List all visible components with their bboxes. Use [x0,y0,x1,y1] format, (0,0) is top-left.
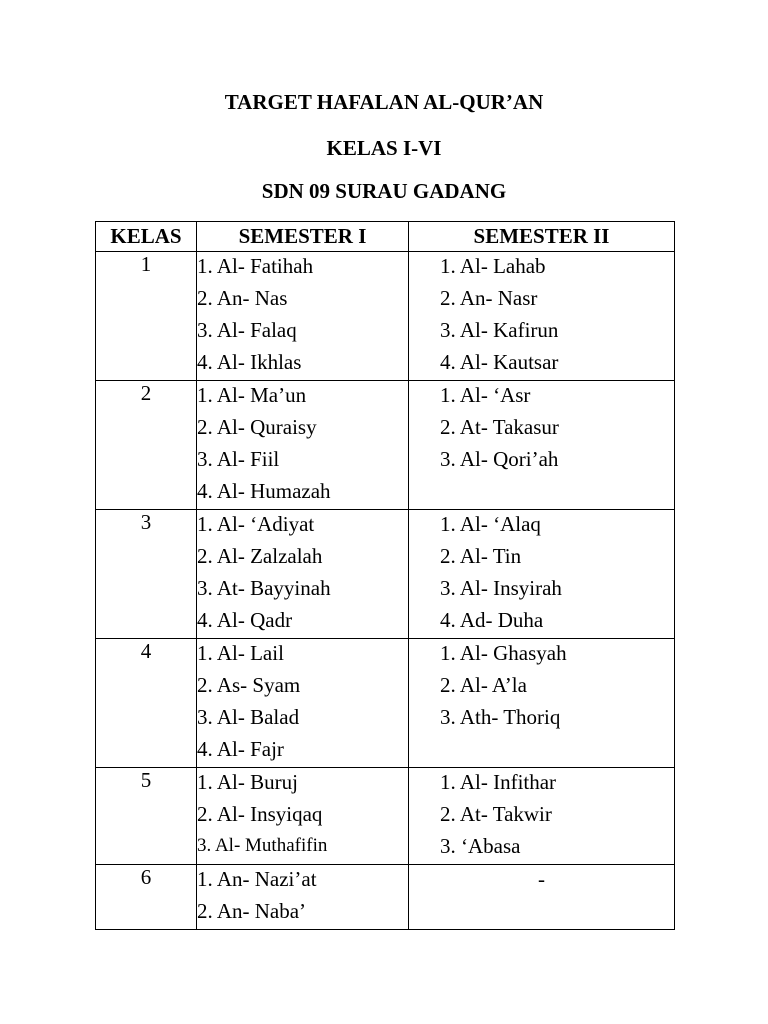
header-semester-1: SEMESTER I [197,222,409,252]
table-header-row [96,222,675,252]
page-title: TARGET HAFALAN AL-QUR’AN [224,90,544,114]
surah-item: 1. Al- Lail [197,641,284,665]
surah-item: 2. An- Nas [197,286,288,310]
surah-item: 2. Al- Quraisy [197,415,317,439]
surah-item: 4. Al- Kautsar [440,350,559,374]
semester-1-cell [197,381,409,510]
school-name: SDN 09 SURAU GADANG [261,179,507,203]
surah-item: 1. An- Nazi’at [197,867,317,891]
semester-2-cell [409,252,675,381]
kelas-cell: 1 [96,252,197,381]
semester-1-cell [197,252,409,381]
surah-item: 3. Ath- Thoriq [440,705,561,729]
surah-item: 4. Al- Humazah [197,479,331,503]
semester-2-cell [409,510,675,639]
semester-1-cell [197,768,409,865]
class-range-subtitle: KELAS I-VI [326,136,442,160]
surah-item: 4. Al- Qadr [197,608,293,632]
surah-item: 3. At- Bayyinah [197,576,331,600]
surah-item: 2. Al- A’la [440,673,527,697]
header-kelas: KELAS [96,222,197,252]
surah-item: 1. Al- Fatihah [197,254,314,278]
surah-item: 4. Al- Ikhlas [197,350,302,374]
semester-1-cell [197,865,409,930]
table-row [96,865,675,930]
semester-1-cell [197,639,409,768]
surah-item: 2. Al- Insyiqaq [197,802,323,826]
table-row [96,639,675,768]
surah-item: 4. Ad- Duha [440,608,544,632]
kelas-cell: 2 [96,381,197,510]
table-row [96,510,675,639]
empty-dash: - [538,867,545,891]
kelas-cell: 6 [96,865,197,930]
surah-item: 1. Al- Lahab [440,254,546,278]
surah-item: 3. Al- Falaq [197,318,297,342]
semester-2-cell [409,639,675,768]
surah-item: 3. Al- Muthafifin [197,835,328,856]
surah-item: 1. Al- ‘Alaq [440,512,541,536]
surah-item: 1. Al- ‘Asr [440,383,531,407]
semester-1-cell [197,510,409,639]
surah-item: 2. Al- Zalzalah [197,544,323,568]
surah-item: 2. As- Syam [197,673,301,697]
surah-item: 2. At- Takwir [440,802,552,826]
surah-item: 3. Al- Balad [197,705,300,729]
surah-item: 1. Al- Ghasyah [440,641,567,665]
surah-item: 3. ‘Abasa [440,834,521,858]
table-row [96,381,675,510]
surah-item: 2. Al- Tin [440,544,522,568]
kelas-cell: 4 [96,639,197,768]
surah-item: 3. Al- Insyirah [440,576,562,600]
header-semester-2: SEMESTER II [409,222,675,252]
surah-item: 4. Al- Fajr [197,737,284,761]
semester-2-cell [409,768,675,865]
surah-item: 1. Al- Ma’un [197,383,307,407]
surah-item: 1. Al- ‘Adiyat [197,512,315,536]
semester-2-cell [409,865,675,930]
surah-item: 2. At- Takasur [440,415,559,439]
kelas-cell: 3 [96,510,197,639]
kelas-cell: 5 [96,768,197,865]
surah-item: 2. An- Naba’ [197,899,307,923]
surah-item: 3. Al- Fiil [197,447,280,471]
semester-2-cell [409,381,675,510]
surah-item: 3. Al- Qori’ah [440,447,559,471]
surah-item: 1. Al- Buruj [197,770,298,794]
surah-item: 1. Al- Infithar [440,770,557,794]
table-row [96,768,675,865]
memorization-target-table [95,221,675,930]
surah-item: 2. An- Nasr [440,286,538,310]
surah-item: 3. Al- Kafirun [440,318,559,342]
table-row [96,252,675,381]
